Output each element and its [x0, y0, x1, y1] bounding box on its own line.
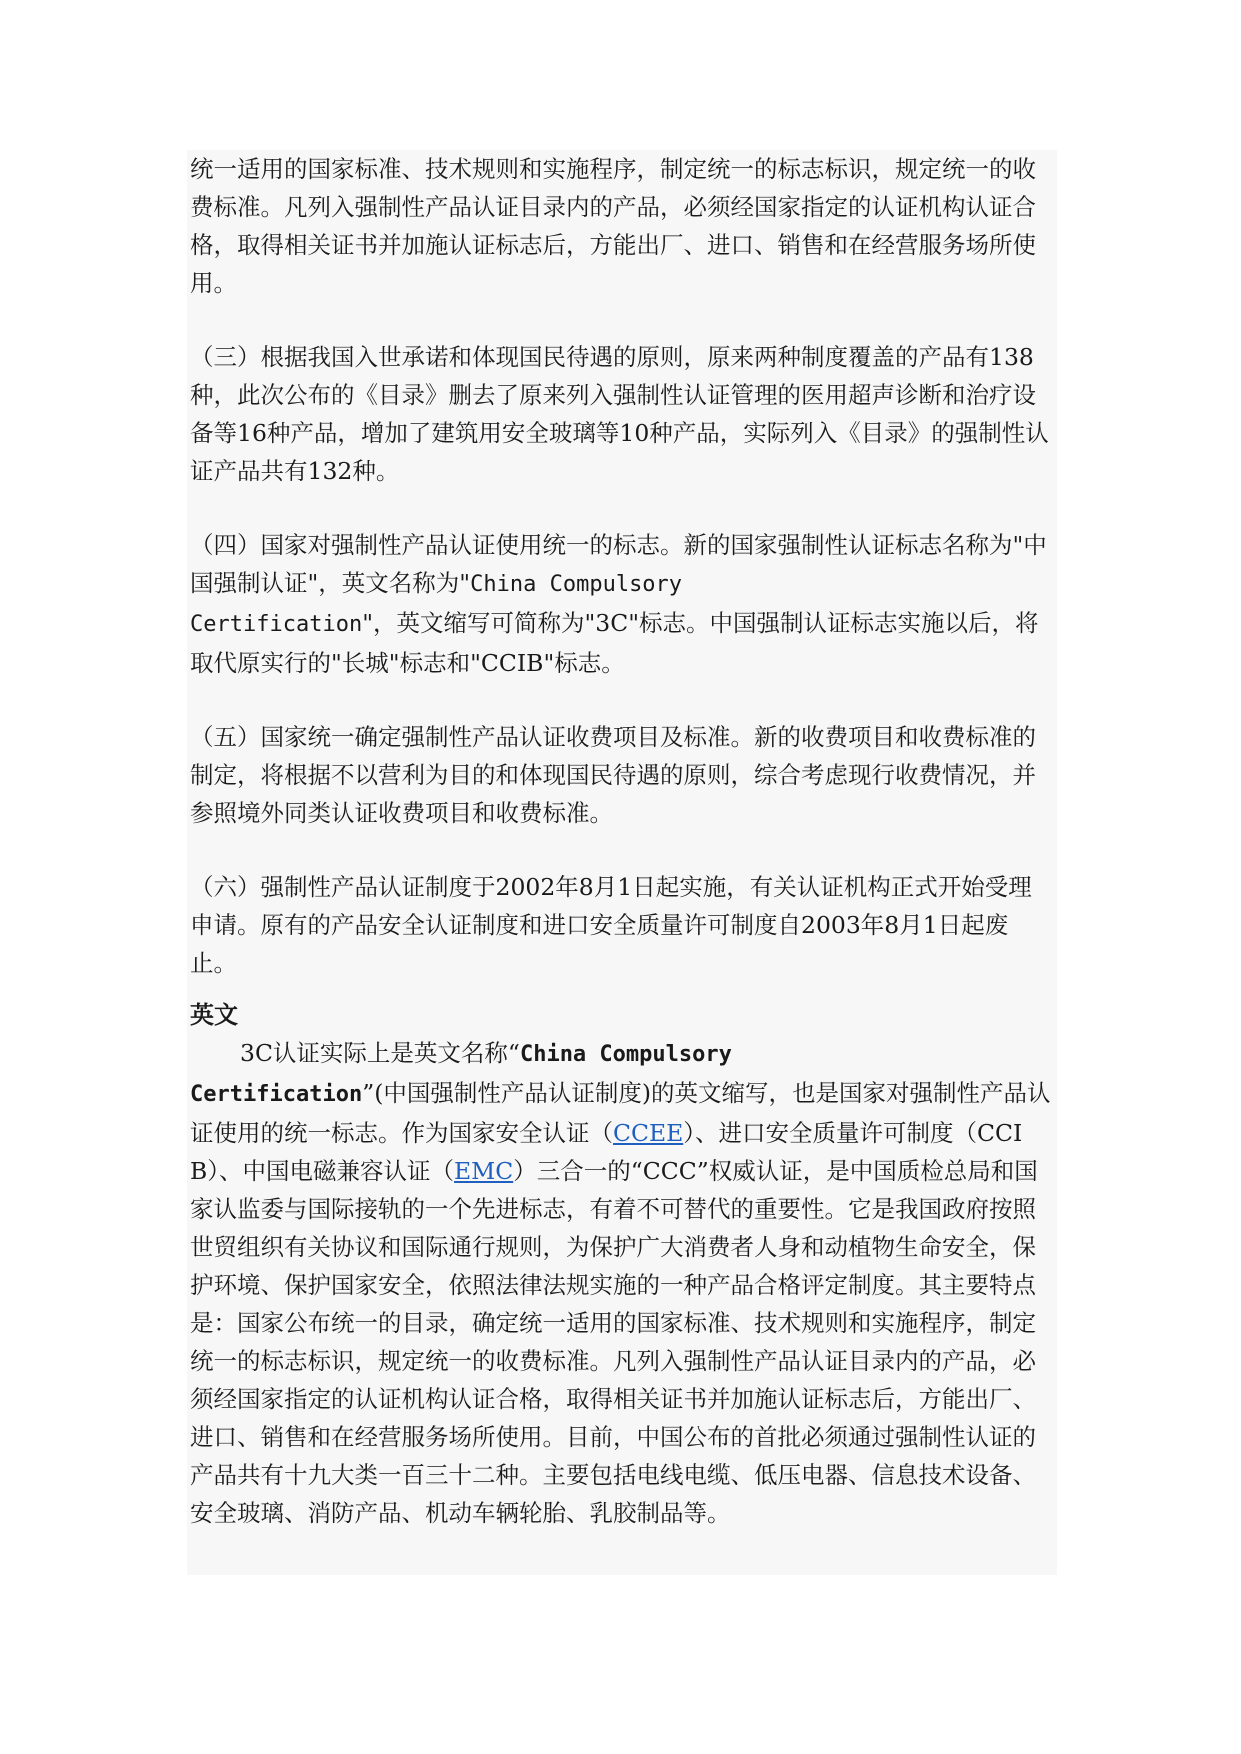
english-rest-text: ）三合一的“CCC”权威认证，是中国质检总局和国家认监委与国际接轨的一个先进标志，有着不可替代的重要性。它是我国政府按照世贸组织有关协议和国际通行规则，为保护广大消费者人身和动植物生命安全，保护环境、保护国家安全，依照法律法规实施的一种产品合格评定制度。其主要特点是：国家公布统一的目录，确定统一适用的国家标准、技术规则和实施程序，制定统一的标志标识，规定统一的收费标准。凡列入强制性产品认证目录内的产品，必须经国家指定的认证机构认证合格，取得相关证书并加施认证标志后，方能出厂、进口、销售和在经营服务场所使用。目前，中国公布的首批必须通过强制性认证的产品共有十九大类一百三十二种。主要包括电线电缆、低压电器、信息技术设备、安全玻璃、消防产品、机动车辆轮胎、乳胶制品等。: [190, 1157, 1038, 1527]
paragraph-gap: [190, 832, 1054, 868]
paragraph-six: （六）强制性产品认证制度于2002年8月1日起实施，有关认证机构正式开始受理申请。原有的产品安全认证制度和进口安全质量许可制度自2003年8月1日起废止。: [190, 873, 1032, 977]
paragraph-four-english-name-1: China Compulsory: [470, 572, 683, 597]
paragraph-unified-standards: 统一适用的国家标准、技术规则和实施程序，制定统一的标志标识，规定统一的收费标准。凡列入强制性产品认证目录内的产品，必须经国家指定的认证机构认证合格，取得相关证书并加施认证标志后，方能出厂、进口、销售和在经营服务场所使用。: [190, 155, 1036, 297]
content-block: [187, 150, 1057, 1575]
paragraph-three: （三）根据我国入世承诺和体现国民待遇的原则，原来两种制度覆盖的产品有138种，此次公布的《目录》删去了原来列入强制性认证管理的医用超声诊断和治疗设备等16种产品，增加了建筑用安全玻璃等10种产品，实际列入《目录》的强制性认证产品共有132种。: [190, 343, 1049, 485]
ccee-link[interactable]: CCEE: [613, 1119, 684, 1147]
paragraph-english-section: [190, 1034, 1054, 1532]
paragraph-five: （五）国家统一确定强制性产品认证收费项目及标准。新的收费项目和收费标准的制定，将根据不以营利为目的和体现国民待遇的原则，综合考虑现行收费情况，并参照境外同类认证收费项目和收费标准。: [190, 723, 1036, 827]
paragraph-gap: [190, 982, 1054, 996]
section-heading-english: 英文: [190, 1001, 238, 1029]
paragraph-gap: [190, 682, 1054, 718]
emc-link[interactable]: EMC: [454, 1157, 514, 1185]
paragraph-four-text-a: （四）国家对强制性产品认证使用统一的标志。新的国家强制性认证标志名称为"中国强制认证"，英文名称为": [190, 531, 1047, 597]
paragraph-four: [190, 526, 1054, 682]
english-name-bold-1: China Compulsory: [519, 1042, 732, 1067]
english-intro-text: 3C认证实际上是英文名称“: [240, 1039, 520, 1067]
english-mid-text: ）、进口安全质量许可制度（CCIB）、中国电磁兼容认证（: [190, 1119, 1023, 1185]
english-name-bold-2: Certification: [190, 1082, 363, 1107]
paragraph-four-english-name-2: Certification: [190, 612, 363, 637]
paragraph-four-text-b: "，英文缩写可简称为"3C"标志。中国强制认证标志实施以后，将取代原实行的"长城"标志和"CCIB"标志。: [190, 609, 1039, 677]
paragraph-gap: [190, 302, 1054, 338]
english-after-name-text: ”(中国强制性产品认证制度)的英文缩写，也是国家对强制性产品认证使用的统一标志。作为国家安全认证（: [190, 1079, 1051, 1147]
paragraph-gap: [190, 490, 1054, 526]
